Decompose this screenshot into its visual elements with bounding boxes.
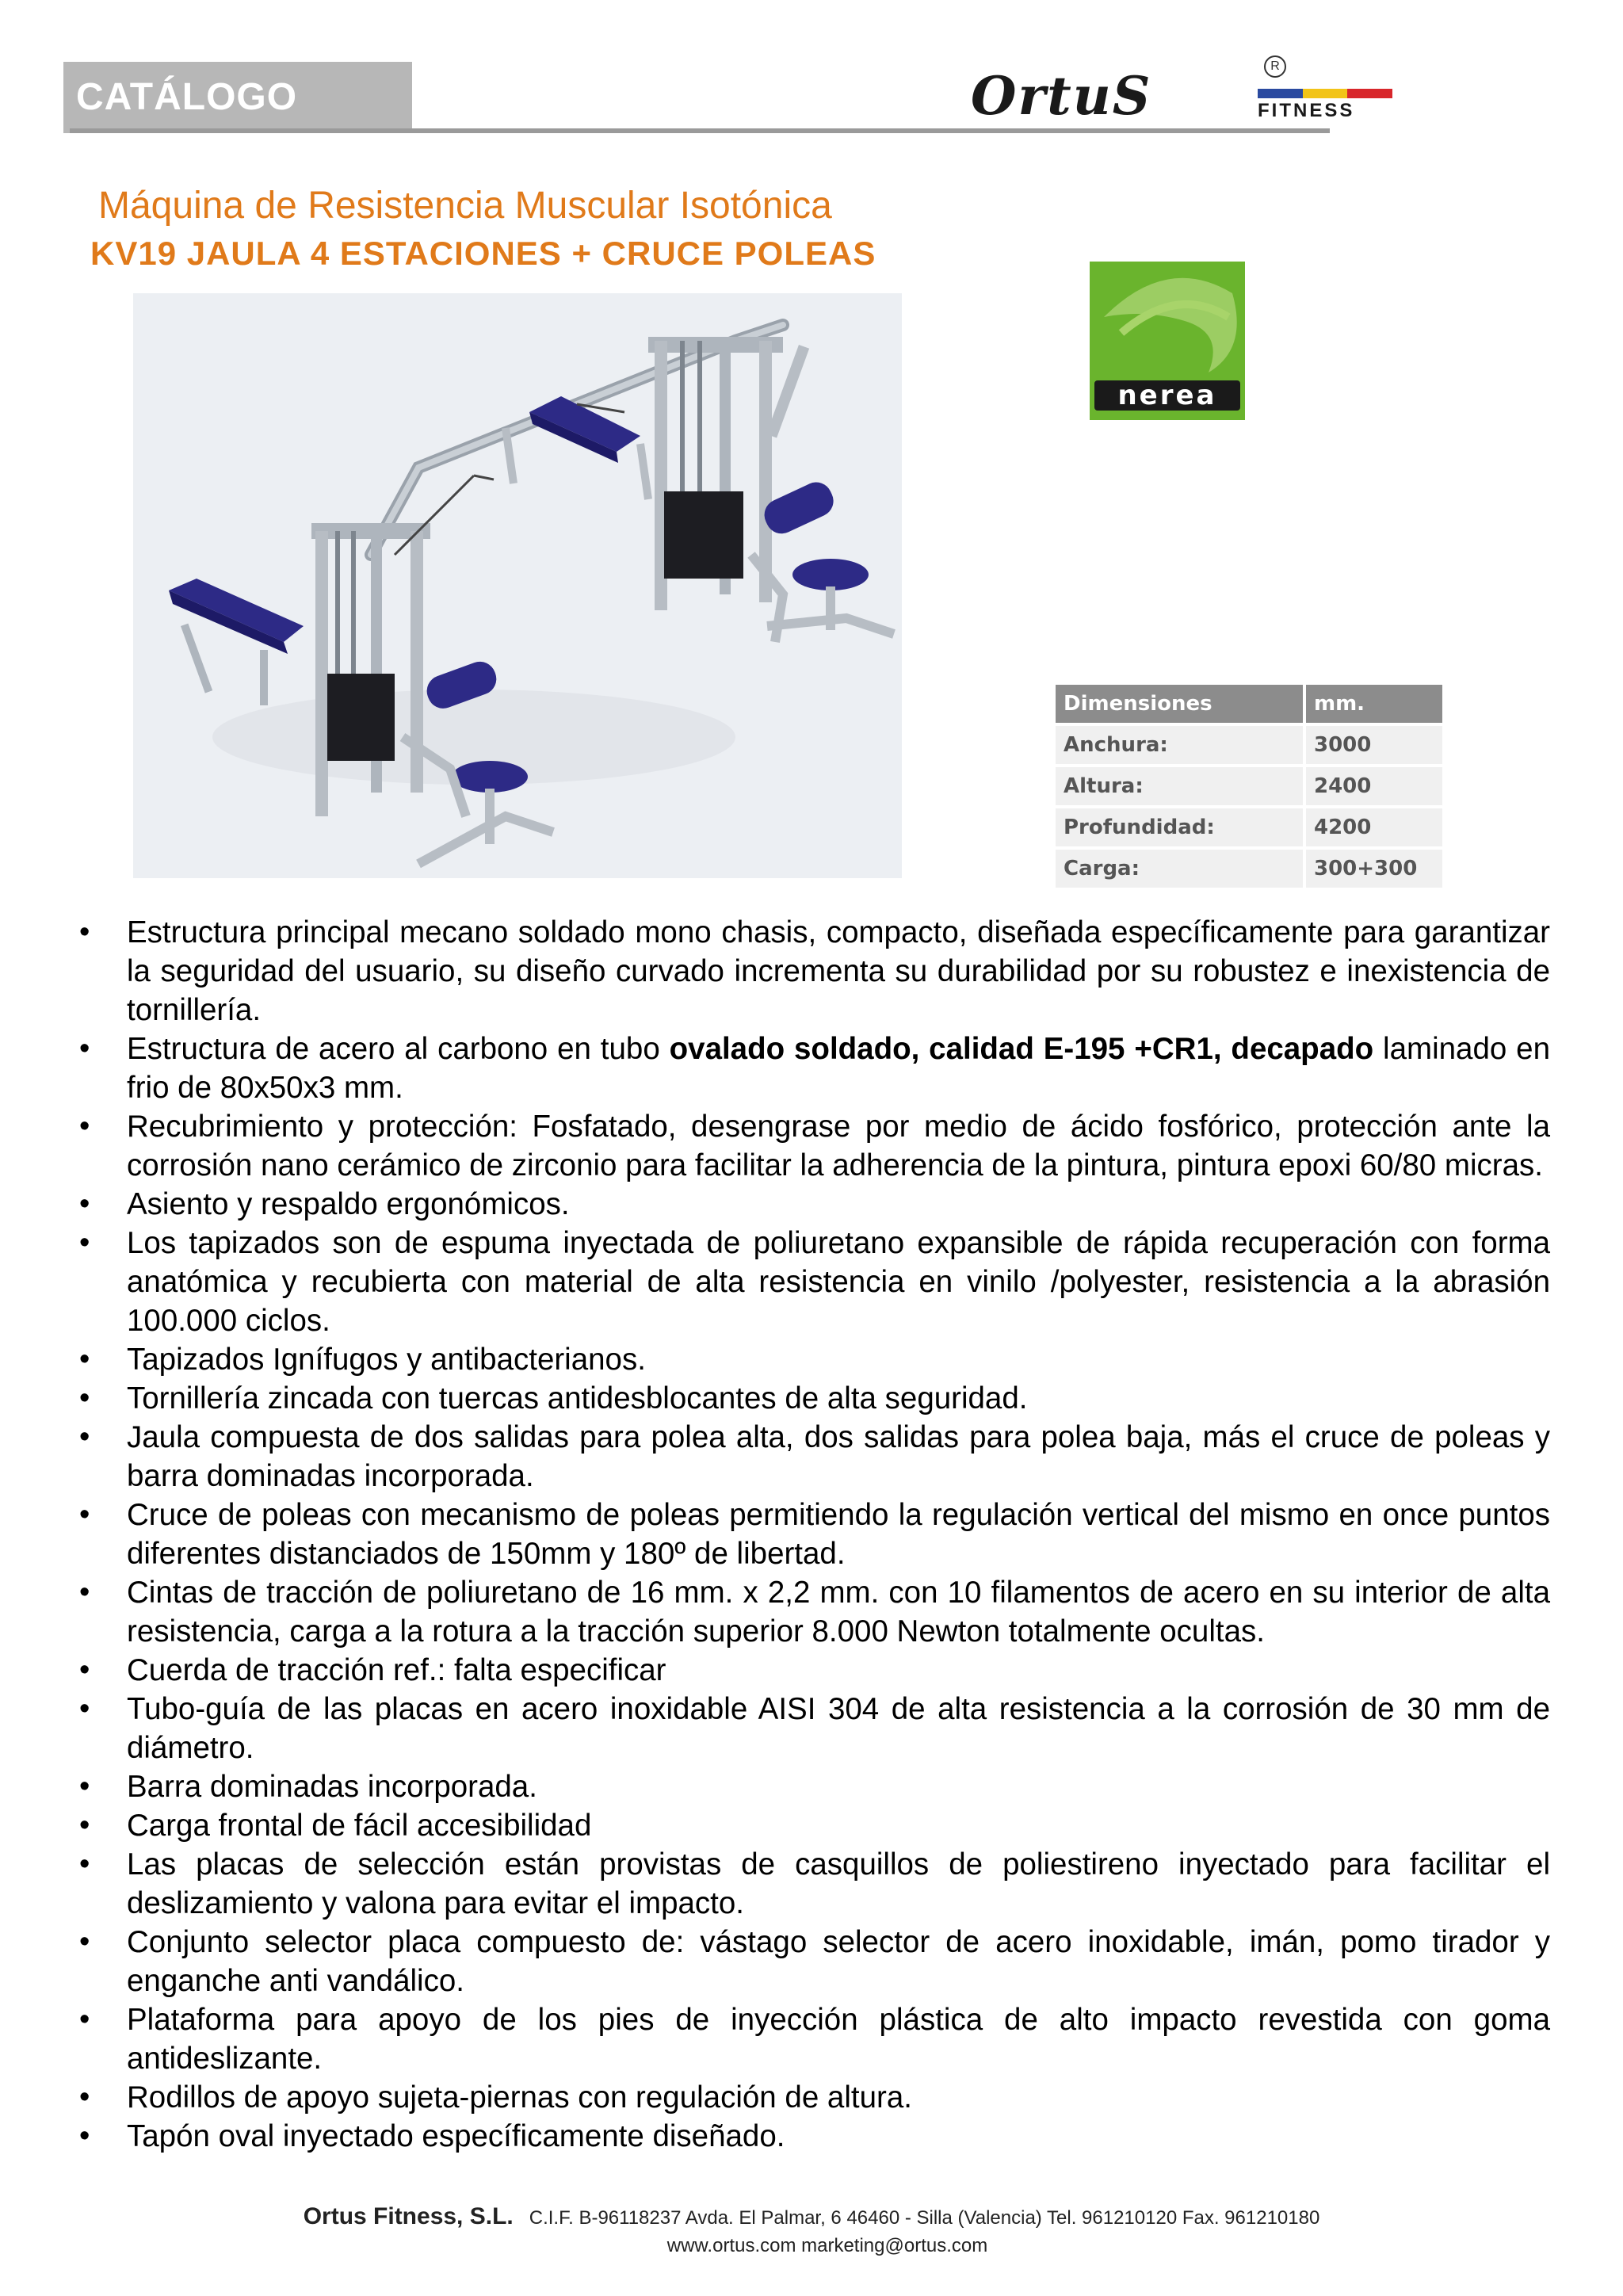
table-row xyxy=(1056,808,1442,846)
brand-color-stripes xyxy=(1258,89,1392,98)
table-row xyxy=(1056,850,1442,888)
gym-machine-illustration xyxy=(133,293,902,878)
header-divider xyxy=(70,128,1330,133)
spec-label: Profundidad: xyxy=(1056,808,1303,846)
feature-text: Las placas de selección están provistas de casquillos de poliestireno inyectado para facilitar el deslizamiento y valona para evitar el impacto. xyxy=(127,1847,1550,1920)
list-item xyxy=(76,2078,1550,2117)
list-item xyxy=(76,1030,1550,1107)
feature-text: Carga frontal de fácil accesibilidad xyxy=(127,1809,592,1843)
catalog-label: CATÁLOGO xyxy=(76,76,298,118)
feature-text: Cintas de tracción de poliuretano de 16 mm. x 2,2 mm. con 10 filamentos de acero en su interior de alta resistencia, carga a la rotura a la tracción superior 8.000 Newton totalmente ocultas. xyxy=(127,1576,1550,1648)
list-item xyxy=(76,1496,1550,1573)
multi-station-gym-machine-image xyxy=(133,293,902,878)
feature-text: Estructura de acero al carbono en tubo xyxy=(127,1032,670,1066)
brand-stripe-yellow xyxy=(1303,89,1348,98)
nerea-logo-text: nerea xyxy=(1117,380,1217,411)
registered-mark: R xyxy=(1264,55,1286,78)
brand-stripe-red xyxy=(1347,89,1392,98)
feature-text: Jaula compuesta de dos salidas para polea alta, dos salidas para polea baja, más el cruce de poleas y barra dominadas incorporada. xyxy=(127,1420,1550,1493)
feature-list xyxy=(76,913,1550,2156)
list-item xyxy=(76,913,1550,1030)
ortus-fitness-logo xyxy=(971,55,1383,127)
list-item xyxy=(76,2000,1550,2078)
feature-text: Cruce de poleas con mecanismo de poleas permitiendo la regulación vertical del mismo en once puntos diferentes distanciados de 150mm y 180º de libertad. xyxy=(127,1498,1550,1571)
feature-text: Los tapizados son de espuma inyectada de poliuretano expansible de rápida recuperación con forma anatómica y recubierta con material de alta resistencia en vinilo /polyester, resistencia a la abrasión 100.000 ciclos. xyxy=(127,1226,1550,1338)
feature-text-bold: ovalado soldado, calidad E-195 +CR1, decapado xyxy=(669,1032,1374,1066)
feature-text: Tapón oval inyectado específicamente diseñado. xyxy=(127,2119,785,2153)
brand-name: OrtuS xyxy=(971,65,1152,127)
feature-text: Asiento y respaldo ergonómicos. xyxy=(127,1187,570,1221)
list-item xyxy=(76,1107,1550,1185)
feature-text: Cuerda de tracción ref.: falta especificar xyxy=(127,1653,666,1687)
list-item xyxy=(76,1923,1550,2000)
list-item xyxy=(76,1767,1550,1806)
feature-text: Tornillería zincada con tuercas antidesblocantes de alta seguridad. xyxy=(127,1381,1028,1415)
list-item xyxy=(76,1185,1550,1224)
list-item xyxy=(76,1224,1550,1340)
footer-company-name: Ortus Fitness, S.L. xyxy=(303,2203,514,2229)
list-item xyxy=(76,1806,1550,1845)
dimensions-table-header xyxy=(1056,685,1442,723)
table-row xyxy=(1056,726,1442,764)
feature-text: Estructura principal mecano soldado mono chasis, compacto, diseñada específicamente para garantizar la seguridad del usuario, su diseño curvado incrementa su durabilidad por su robustez e inexistencia de tornillería. xyxy=(127,915,1550,1027)
spec-value: 4200 xyxy=(1306,808,1442,846)
footer-address-line xyxy=(0,2203,1623,2230)
table-row xyxy=(1056,767,1442,805)
brand-stripe-blue xyxy=(1258,89,1303,98)
list-item xyxy=(76,1845,1550,1923)
list-item xyxy=(76,1573,1550,1651)
spec-label: Carga: xyxy=(1056,850,1303,888)
spec-label: Altura: xyxy=(1056,767,1303,805)
list-item xyxy=(76,1340,1550,1379)
feature-text: Tubo-guía de las placas en acero inoxidable AISI 304 de alta resistencia a la corrosión de 30 mm de diámetro. xyxy=(127,1692,1550,1765)
dimensions-header-label: Dimensiones xyxy=(1056,685,1303,723)
spec-value: 2400 xyxy=(1306,767,1442,805)
feature-text: Barra dominadas incorporada. xyxy=(127,1770,537,1804)
brand-subtitle: FITNESS xyxy=(1258,100,1355,121)
list-item xyxy=(76,1418,1550,1496)
spec-label: Anchura: xyxy=(1056,726,1303,764)
feature-text-tail: laminado en frio de 80x50x3 mm. xyxy=(127,1032,1550,1105)
list-item xyxy=(76,1690,1550,1767)
list-item xyxy=(76,2117,1550,2156)
list-item xyxy=(76,1651,1550,1690)
list-item xyxy=(76,1379,1550,1418)
feature-text: Conjunto selector placa compuesto de: vástago selector de acero inoxidable, imán, pomo tirador y enganche anti vandálico. xyxy=(127,1925,1550,1998)
feature-text: Tapizados Ignífugos y antibacterianos. xyxy=(127,1343,646,1377)
product-model-title: KV19 JAULA 4 ESTACIONES + CRUCE POLEAS xyxy=(90,235,876,272)
spec-value: 3000 xyxy=(1306,726,1442,764)
nerea-partner-logo xyxy=(1090,262,1245,420)
footer-address: C.I.F. B-96118237 Avda. El Palmar, 6 46460 - Silla (Valencia) Tel. 961210120 Fax. 961210180 xyxy=(529,2207,1320,2229)
dimensions-table xyxy=(1052,682,1445,891)
footer-contact-line: www.ortus.com marketing@ortus.com xyxy=(666,2235,988,2256)
feature-text: Rodillos de apoyo sujeta-piernas con regulación de altura. xyxy=(127,2080,912,2115)
spec-value: 300+300 xyxy=(1306,850,1442,888)
feature-text: Recubrimiento y protección: Fosfatado, desengrase por medio de ácido fosfórico, protección ante la corrosión nano cerámico de zirconio para facilitar la adherencia de la pintura, pintura epoxi 60/80 micras. xyxy=(127,1110,1550,1182)
product-category-title: Máquina de Resistencia Muscular Isotónica xyxy=(98,185,832,227)
dimensions-header-unit: mm. xyxy=(1306,685,1442,723)
feature-text: Plataforma para apoyo de los pies de inyección plástica de alto impacto revestida con goma antideslizante. xyxy=(127,2003,1550,2076)
